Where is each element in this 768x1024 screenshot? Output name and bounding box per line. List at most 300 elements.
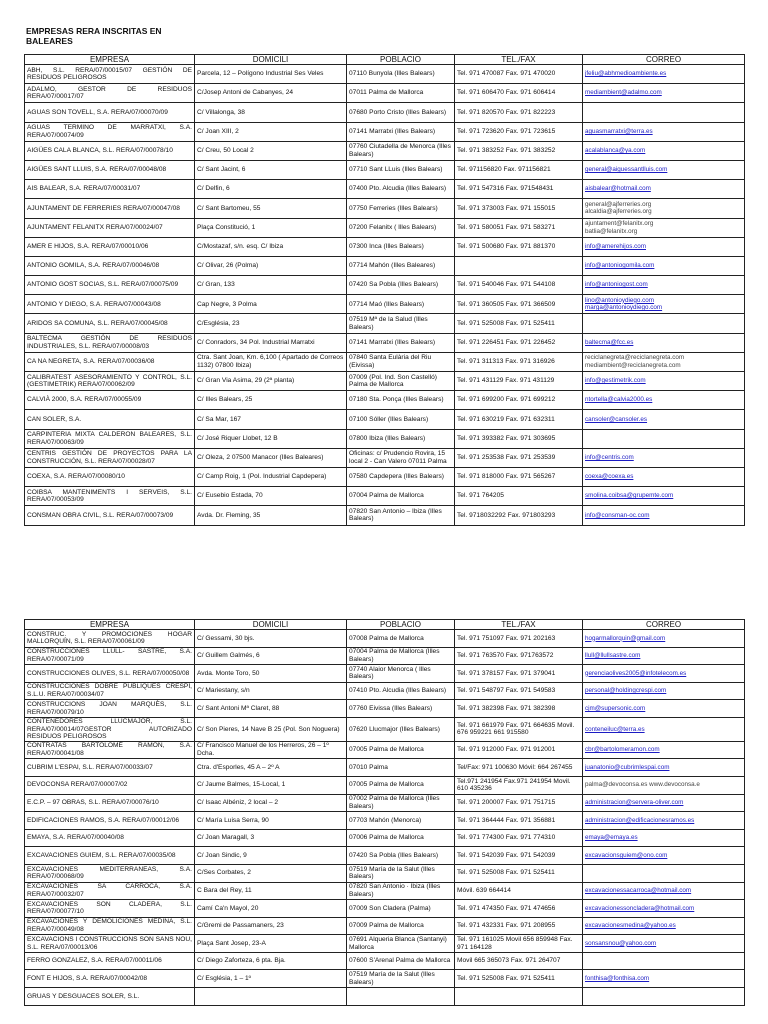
company-name-cell: CALIBRATEST ASESORAMIENTO Y CONTROL, S.L. (GESTIMETRIK) RERA/07/00062/09 — [25, 372, 195, 391]
table-row — [25, 467, 745, 486]
email-link[interactable]: baltecma@fcc.es — [585, 338, 634, 346]
address-cell: Camí Ca'n Mayol, 20 — [195, 900, 347, 918]
email-cell — [583, 776, 745, 794]
phone-fax-cell — [455, 256, 583, 275]
email-link[interactable]: hogarmallorquin@gmail.com — [585, 634, 666, 642]
table-row — [25, 829, 745, 847]
phone-fax-cell: Tel. 971 630219 Fax. 971 632311 — [455, 410, 583, 429]
phone-fax-cell: Tel. 971 474350 Fax. 971 474656 — [455, 900, 583, 918]
email-cell — [583, 506, 745, 525]
address-cell: Avda. Monte Toro, 50 — [195, 665, 347, 683]
table-row — [25, 776, 745, 794]
email-link[interactable]: acalablanca@ya.com — [585, 147, 646, 155]
phone-fax-cell: Tel. 971 226451 Fax. 971 226452 — [455, 333, 583, 352]
email-link[interactable]: cbr@bartolomeramon.com — [585, 746, 660, 754]
company-name-cell: CARPINTERIA MIXTA CALDERON BALEARES, S.L. RERA/07/00063/09 — [25, 429, 195, 448]
email-cell — [583, 122, 745, 141]
table-row — [25, 812, 745, 830]
company-name-cell: CONSTRUCCIONS JOAN MARQUÈS, S.L. RERA/07/00079/10 — [25, 700, 195, 718]
company-name-cell: CONTRATAS BARTOLOMÉ RAMON, S.A. RERA/07/00041/08 — [25, 741, 195, 759]
town-cell: 07714 Mahón (Illes Baleares) — [347, 256, 455, 275]
email-cell — [583, 160, 745, 179]
address-cell: C/ Eusebio Estada, 70 — [195, 487, 347, 506]
town-cell: 07750 Ferreries (Illes Balears) — [347, 199, 455, 218]
document-heading — [26, 26, 162, 46]
header-empresa: EMPRESA — [25, 620, 195, 630]
phone-fax-cell: Tel. 971 606470 Fax. 971 606414 — [455, 84, 583, 103]
table-row — [25, 700, 745, 718]
company-name-cell: E.C.P. – 97 OBRAS, S.L. RERA/07/00076/10 — [25, 794, 195, 812]
town-cell — [347, 988, 455, 1006]
email-link[interactable]: excavacionsguiem@ono.com — [585, 851, 668, 859]
address-cell: C/ Joan XIII, 2 — [195, 122, 347, 141]
table-row — [25, 630, 745, 648]
phone-fax-cell: Tel. 971 525008 Fax. 971 525411 — [455, 314, 583, 333]
company-name-cell: ABH, S.L. RERA/07/00015/07 GESTIÓN DE RESIDUOS PELIGROSOS — [25, 65, 195, 84]
phone-fax-cell: Tel. 971 751097 Fax. 971 202163 — [455, 630, 583, 648]
companies-table-1-body — [25, 65, 745, 526]
email-link[interactable]: excavacionessoncladera@hotmail.com — [585, 904, 695, 912]
phone-fax-cell: Tel. 971156820 Fax. 971156821 — [455, 160, 583, 179]
address-cell: C/ Oleza, 2 07500 Manacor (Illes Baleares) — [195, 448, 347, 467]
town-cell: 07400 Pto. Alcudia (Illes Balears) — [347, 180, 455, 199]
table-row — [25, 103, 745, 122]
phone-fax-cell: Tel. 9718032292 Fax. 971803293 — [455, 506, 583, 525]
phone-fax-cell: Tel. 971 383252 Fax. 971 383252 — [455, 141, 583, 160]
phone-fax-cell: Tel. 971 253538 Fax. 971 253539 — [455, 448, 583, 467]
email-link[interactable]: personal@holdingcrespi.com — [585, 687, 667, 695]
address-cell: Parcela, 12 – Polígono Industrial Ses Veles — [195, 65, 347, 84]
email-link[interactable]: info@antoniogost.com — [585, 281, 648, 289]
table-row — [25, 970, 745, 988]
town-cell: 07760 Eivissa (Illes Balears) — [347, 700, 455, 718]
email-cell — [583, 467, 745, 486]
email-link[interactable]: aguasmarratxi@terra.es — [585, 127, 653, 135]
table-row — [25, 65, 745, 84]
address-cell: C/ Sa Mar, 167 — [195, 410, 347, 429]
table-row — [25, 717, 745, 741]
email-cell — [583, 314, 745, 333]
address-cell: C/ Isaac Albéniz, 2 local – 2 — [195, 794, 347, 812]
company-name-cell: AIGÜES SANT LLUIS, S.A. RERA/07/00048/08 — [25, 160, 195, 179]
table-row — [25, 160, 745, 179]
town-cell: 07820 San Antonio – Ibiza (Illes Balears) — [347, 506, 455, 525]
email-cell — [583, 812, 745, 830]
phone-fax-cell: Tel. 971 382398 Fax. 971 382398 — [455, 700, 583, 718]
town-cell: 07008 Palma de Mallorca — [347, 630, 455, 648]
phone-fax-cell: Tel. 971 525008 Fax. 971 525411 — [455, 864, 583, 882]
email-link[interactable]: excavacionesmedina@yahoo.es — [585, 922, 676, 930]
email-link[interactable]: info@centris.com — [585, 454, 634, 462]
email-cell — [583, 391, 745, 410]
phone-fax-cell: Tel. 971 547316 Fax. 971548431 — [455, 180, 583, 199]
document-title-line-2: BALEARES — [26, 36, 73, 46]
email-cell — [583, 276, 745, 295]
table-row — [25, 900, 745, 918]
email-link: reciclanegreta@reciclanegreta.com — [585, 354, 685, 362]
company-name-cell: EXCAVACIONES Y DEMOLICIONES MEDINA, S.L. RERA/07/00049/08 — [25, 917, 195, 935]
address-cell: C/ Església, 1 – 1º — [195, 970, 347, 988]
phone-fax-cell: Tel. 971 912000 Fax. 971 912001 — [455, 741, 583, 759]
town-cell: 07620 Llucmajor (Illes Balears) — [347, 717, 455, 741]
phone-fax-cell — [455, 988, 583, 1006]
table-row — [25, 122, 745, 141]
email-link[interactable]: info@amerehijos.com — [585, 242, 646, 250]
table-row — [25, 647, 745, 665]
table-row — [25, 506, 745, 525]
town-cell: 07110 Bunyola (Illes Balears) — [347, 65, 455, 84]
town-cell: 07420 Sa Pobla (Illes Balears) — [347, 847, 455, 865]
company-name-cell: EXCAVACIONS I CONSTRUCCIONS SON SANS NOU, S.L. RERA/07/00013/06 — [25, 935, 195, 953]
companies-table-2-body — [25, 630, 745, 1006]
company-name-cell: CONTENEDORES LLUCMAJOR, S.L. RERA/07/00014/07GESTOR AUTORIZADO RESIDUOS PELIGROSOS — [25, 717, 195, 741]
address-cell: C/ Gessami, 30 bjs. — [195, 630, 347, 648]
email-cell — [583, 864, 745, 882]
header-tel-fax: TEL./FAX — [455, 55, 583, 65]
header-correo: CORREO — [583, 620, 745, 630]
address-cell: C/ Olivar, 26 (Polma) — [195, 256, 347, 275]
table-row — [25, 952, 745, 970]
company-name-cell: ANTONIO GOMILA, S.A. RERA/07/00046/08 — [25, 256, 195, 275]
company-name-cell: CONSTRUC. Y PROMOCIONES HOGAR MALLORQUÍN, S.L. RERA/07/00061/09 — [25, 630, 195, 648]
phone-fax-cell: Tel. 971 580051 Fax. 971 583271 — [455, 218, 583, 237]
phone-fax-cell: Tel. 971 360505 Fax. 971 366509 — [455, 295, 583, 314]
email-cell — [583, 829, 745, 847]
email-link[interactable]: excavacionessacarroca@hotmail.com — [585, 887, 692, 894]
address-cell: Ctra. Sant Joan, Km. 6,100 ( Apartado de Correos 1132) 07800 Ibiza) — [195, 352, 347, 371]
email-cell — [583, 372, 745, 391]
table-row — [25, 882, 745, 900]
town-cell: 07519 María de la Salut (Illes Balears) — [347, 970, 455, 988]
email-cell — [583, 935, 745, 953]
header-correo: CORREO — [583, 55, 745, 65]
email-cell — [583, 410, 745, 429]
company-name-cell: EMAYA, S.A. RERA/07/00040/08 — [25, 829, 195, 847]
email-link: general@ajferreries.org — [585, 200, 652, 208]
address-cell: C/ Diego Zaforteza, 6 pta. Bja. — [195, 952, 347, 970]
address-cell: C/ Conradors, 34 Pol. Industrial Marratxi — [195, 333, 347, 352]
town-cell: 07410 Pto. Alcudia (Illes Balears) — [347, 682, 455, 700]
email-cell — [583, 65, 745, 84]
company-name-cell: AGUAS SON TOVELL, S.A. RERA/07/00070/09 — [25, 103, 195, 122]
table-row — [25, 682, 745, 700]
phone-fax-cell: Móvil. 639 664414 — [455, 882, 583, 900]
email-link[interactable]: conteneiluc@terra.es — [585, 725, 645, 733]
company-name-cell: FERRO GONZALEZ, S.A. RERA/07/00011/06 — [25, 952, 195, 970]
email-cell — [583, 141, 745, 160]
table-row — [25, 372, 745, 391]
company-name-cell: COIBSA MANTENIMENTS I SERVEIS, S.L. RERA/07/00053/09 — [25, 487, 195, 506]
town-cell: 07004 Palma de Mallorca (Illes Balears) — [347, 647, 455, 665]
table-row — [25, 759, 745, 777]
phone-fax-cell: Tel. 971 764205 — [455, 487, 583, 506]
company-name-cell: BALTECMA GESTIÓN DE RESIDUOS INDUSTRIALES, S.L. RERA/07/00008/03 — [25, 333, 195, 352]
company-name-cell: CONSTRUCCIONES DOBRE PUBLIQUES CRESPÍ, S.L.U. RERA/07/00034/07 — [25, 682, 195, 700]
address-cell: C/Gremi de Passamaners, 23 — [195, 917, 347, 935]
table-row — [25, 741, 745, 759]
town-cell: 07519 Mª de la Salud (Illes Balears) — [347, 314, 455, 333]
email-link[interactable]: smolina.coibsa@grupemte.com — [585, 492, 674, 500]
email-link[interactable]: info@antoniogomila.com — [585, 262, 655, 270]
email-cell — [583, 882, 745, 900]
company-name-cell: CONSTRUCCIONES LLULL- SASTRE, S.A. RERA/07/00071/09 — [25, 647, 195, 665]
address-cell: C/ María Luisa Serra, 90 — [195, 812, 347, 830]
company-name-cell: ANTONIO GOST SOCIAS, S.L. RERA/07/00075/09 — [25, 276, 195, 295]
phone-fax-cell: Tel. 971 763570 Fax. 971763572 — [455, 647, 583, 665]
town-cell: 07710 Sant LLuis (Illes Balears) — [347, 160, 455, 179]
town-cell: 07009 (Pol. Ind. Son Castelló) Palma de Mallorca — [347, 372, 455, 391]
table-row — [25, 917, 745, 935]
company-name-cell: EDIFICACIONES RAMOS, S.A. RERA/07/00012/06 — [25, 812, 195, 830]
town-cell: 07009 Palma de Mallorca — [347, 917, 455, 935]
address-cell: Avda. Dr. Fleming, 35 — [195, 506, 347, 525]
town-cell: 07740 Alaior Menorca ( Illes Balears) — [347, 665, 455, 683]
email-cell — [583, 630, 745, 648]
email-link[interactable]: ntortella@calvia2000.es — [585, 396, 653, 404]
header-domicili: DOMICILI — [195, 620, 347, 630]
phone-fax-cell: Tel/Fax: 971 100630 Móvil: 664 267455 — [455, 759, 583, 777]
email-link[interactable]: administracion@servera-oliver.com — [585, 799, 684, 807]
table-row — [25, 84, 745, 103]
email-link: mediambient@reciclanegreta.com — [585, 361, 681, 369]
phone-fax-cell: Tel. 971 431129 Fax. 971 431129 — [455, 372, 583, 391]
company-name-cell: ANTONIO Y DIEGO, S.A. RERA/07/00043/08 — [25, 295, 195, 314]
town-cell: 07820 San Antonio · Ibiza (Illes Balears) — [347, 882, 455, 900]
email-link[interactable]: cansoler@cansoler.es — [585, 415, 648, 423]
company-name-cell: AGUAS TERMINO DE MARRATXI, S.A. RERA/07/00074/09 — [25, 122, 195, 141]
company-name-cell: AJUNTAMENT FELANITX RERA/07/00024/07 — [25, 218, 195, 237]
email-link[interactable]: aisbalear@hotmail.com — [585, 185, 651, 193]
company-name-cell: AIGÜES CALA BLANCA, S.L. RERA/07/00078/10 — [25, 141, 195, 160]
phone-fax-cell: Tel. 971 723620 Fax. 971 723615 — [455, 122, 583, 141]
town-cell: 07703 Mahón (Menorca) — [347, 812, 455, 830]
phone-fax-cell: Tel. 971 373003 Fax. 971 155015 — [455, 199, 583, 218]
address-cell: C/ Guillem Galmés, 6 — [195, 647, 347, 665]
email-link[interactable]: marga@antonioydiego.com — [585, 304, 663, 312]
table-row — [25, 864, 745, 882]
header-tel-fax: TEL./FAX — [455, 620, 583, 630]
phone-fax-cell: Tel. 971 364444 Fax. 971 356881 — [455, 812, 583, 830]
phone-fax-cell: Tel. 971 699200 Fax. 971 699212 — [455, 391, 583, 410]
address-cell: C/ José Riquer Llobet, 12 B — [195, 429, 347, 448]
phone-fax-cell: Tel. 971 500680 Fax. 971 881370 — [455, 237, 583, 256]
email-link[interactable]: gerenciaolives2005@infotelecom.es — [585, 669, 687, 677]
table-row — [25, 295, 745, 314]
email-cell — [583, 917, 745, 935]
phone-fax-cell: Tel. 971 548797 Fax. 971 549583 — [455, 682, 583, 700]
email-cell — [583, 352, 745, 371]
address-cell: C/Ses Corbates, 2 — [195, 864, 347, 882]
email-link[interactable]: coexa@coexa.es — [585, 473, 634, 481]
company-name-cell: CALVIÀ 2000, S.A. RERA/07/00055/09 — [25, 391, 195, 410]
email-cell — [583, 218, 745, 237]
email-cell — [583, 847, 745, 865]
email-cell — [583, 237, 745, 256]
phone-fax-cell: Movil 665 365073 Fax. 971 264707 — [455, 952, 583, 970]
header-empresa: EMPRESA — [25, 55, 195, 65]
email-link[interactable]: info@consman-oc.com — [585, 511, 650, 519]
company-name-cell: GRUAS Y DESGUACES SOLER, S.L. — [25, 988, 195, 1006]
table-row — [25, 847, 745, 865]
phone-fax-cell: Tel. 971 540046 Fax. 971 544108 — [455, 276, 583, 295]
town-cell: 07141 Marratxi (Illes Balears) — [347, 122, 455, 141]
company-name-cell: CA NA NEGRETA, S.A. RERA/07/00036/08 — [25, 352, 195, 371]
email-cell — [583, 103, 745, 122]
address-cell: C/Mostazaf, s/n. esq. C/ Ibiza — [195, 237, 347, 256]
email-link[interactable]: info@gestimetrik.com — [585, 377, 646, 385]
email-cell — [583, 988, 745, 1006]
town-cell: 07100 Sóller (Illes Balears) — [347, 410, 455, 429]
phone-fax-cell: Tel. 971 818000 Fax. 971 565267 — [455, 467, 583, 486]
table-row — [25, 665, 745, 683]
company-name-cell: EXCAVACIONES GUIEM, S.L. RERA/07/00035/08 — [25, 847, 195, 865]
address-cell: Plaça Sant Josep, 23-A — [195, 935, 347, 953]
table-row — [25, 352, 745, 371]
document-title-line-1: EMPRESAS RERA INSCRITAS EN — [26, 26, 162, 36]
town-cell: 07009 Son Cladera (Palma) — [347, 900, 455, 918]
phone-fax-cell: Tel. 971 470087 Fax. 971 470020 — [455, 65, 583, 84]
town-cell: 07180 Sta. Ponça (Illes Balears) — [347, 391, 455, 410]
address-cell — [195, 988, 347, 1006]
address-cell: C/ Sant Antoni Mª Claret, 88 — [195, 700, 347, 718]
email-link[interactable]: general@aiguessantlluis.com — [585, 166, 668, 174]
phone-fax-cell: Tel. 971 774300 Fax. 971 774310 — [455, 829, 583, 847]
phone-fax-cell: Tel.971 241954 Fax.971 241954 Movil. 610 435236 — [455, 776, 583, 794]
table-row — [25, 410, 745, 429]
town-cell: 07691 Alqueria Blanca (Santanyi) Mallorca — [347, 935, 455, 953]
company-name-cell: CAN SOLER, S.A. — [25, 410, 195, 429]
email-cell — [583, 665, 745, 683]
email-cell — [583, 647, 745, 665]
email-cell — [583, 900, 745, 918]
company-name-cell: CENTRIS GESTIÓN DE PROYECTOS PARA LA CONSTRUCCIÓN, S.L. RERA/07/00028/07 — [25, 448, 195, 467]
table-row — [25, 180, 745, 199]
email-cell — [583, 333, 745, 352]
address-cell: C Bara del Rey, 11 — [195, 882, 347, 900]
email-link[interactable]: administracion@edificacionesramos.es — [585, 816, 695, 824]
town-cell: 07005 Palma de Mallorca — [347, 776, 455, 794]
email-link[interactable]: emaya@emaya.es — [585, 834, 638, 842]
company-name-cell: DEVOCONSA RERA/07/00007/02 — [25, 776, 195, 794]
phone-fax-cell: Tel. 971 200007 Fax. 971 751715 — [455, 794, 583, 812]
town-cell: 07141 Marratxi (Illes Balears) — [347, 333, 455, 352]
address-cell: C/ Son Pieres, 14 Nave B 25 (Pol. Son Noguera) — [195, 717, 347, 741]
email-link: palma@devoconsa.es www.devoconsa.e — [585, 781, 700, 789]
table-row — [25, 199, 745, 218]
header-poblacio: POBLACIO — [347, 55, 455, 65]
company-name-cell: CONSTRUCCIONES OLIVES, S.L. RERA/07/00050/08 — [25, 665, 195, 683]
phone-fax-cell: Tel. 971 311313 Fax. 971 316926 — [455, 352, 583, 371]
address-cell: C/ Joan Maragall, 3 — [195, 829, 347, 847]
address-cell: C/ Joan Sindic, 9 — [195, 847, 347, 865]
table-row — [25, 314, 745, 333]
address-cell: C/ Delfin, 6 — [195, 180, 347, 199]
table-header-row — [25, 55, 745, 65]
email-cell — [583, 759, 745, 777]
email-cell — [583, 700, 745, 718]
table-row — [25, 935, 745, 953]
email-link[interactable]: jfeliu@abhmedioambiente.es — [585, 70, 667, 78]
email-cell — [583, 256, 745, 275]
town-cell: 07011 Palma de Mallorca — [347, 84, 455, 103]
town-cell: 07005 Palma de Mallorca — [347, 741, 455, 759]
table-row — [25, 429, 745, 448]
town-cell: 07300 Inca (Illes Balears) — [347, 237, 455, 256]
phone-fax-cell: Tel. 971 525008 Fax. 971 525411 — [455, 970, 583, 988]
company-name-cell: AJUNTAMENT DE FERRERIES RERA/07/00047/08 — [25, 199, 195, 218]
town-cell: 07200 Felanitx ( Illes Balears) — [347, 218, 455, 237]
email-link[interactable]: llull@llullsastre.com — [585, 652, 641, 660]
email-link[interactable]: fonthisa@fonthisa.com — [585, 974, 650, 982]
address-cell: C/ Villalonga, 38 — [195, 103, 347, 122]
address-cell: C/ Gran Via Asima, 29 (2ª planta) — [195, 372, 347, 391]
email-cell — [583, 295, 745, 314]
table-row — [25, 448, 745, 467]
email-link[interactable]: juanatonio@cubrimlespai.com — [585, 763, 670, 771]
phone-fax-cell: Tel. 971 161025 Movil 656 859948 Fax. 971 164128 — [455, 935, 583, 953]
table-row — [25, 256, 745, 275]
address-cell: C/ Jaume Balmes, 15-Local, 1 — [195, 776, 347, 794]
email-cell — [583, 84, 745, 103]
email-cell — [583, 717, 745, 741]
companies-table-1 — [24, 54, 745, 526]
table-row — [25, 333, 745, 352]
company-name-cell: FONT E HIJOS, S.A. RERA/07/00042/08 — [25, 970, 195, 988]
table-row — [25, 237, 745, 256]
address-cell: Cap Negre, 3 Polma — [195, 295, 347, 314]
header-poblacio: POBLACIO — [347, 620, 455, 630]
company-name-cell: ARIDOS SA COMUNA, S.L. RERA/07/00045/08 — [25, 314, 195, 333]
companies-table-2 — [24, 619, 745, 1006]
address-cell: C/ Mariestany, s/n — [195, 682, 347, 700]
town-cell: 07714 Maó (Illes Balears) — [347, 295, 455, 314]
company-name-cell: CUBRIM L'ESPAI, S.L. RERA/07/00033/07 — [25, 759, 195, 777]
town-cell: 07002 Palma de Mallorca (Illes Balears) — [347, 794, 455, 812]
company-name-cell: EXCAVACIONES MEDITERRANEAS, S.A. RERA/07/00068/09 — [25, 864, 195, 882]
town-cell: 07760 Ciutadella de Menorca (Illes Balears) — [347, 141, 455, 160]
table-row — [25, 487, 745, 506]
email-cell — [583, 794, 745, 812]
phone-fax-cell: Tel. 971 820570 Fax. 971 822223 — [455, 103, 583, 122]
phone-fax-cell: Tel. 971 661979 Fax. 971 664635 Movil. 676 959221 661 915580 — [455, 717, 583, 741]
email-cell — [583, 487, 745, 506]
email-link[interactable]: lino@antonioydiego.com — [585, 296, 655, 304]
table-row — [25, 276, 745, 295]
address-cell: Plaça Constitució, 1 — [195, 218, 347, 237]
email-cell — [583, 952, 745, 970]
town-cell: 07600 S'Arenal Palma de Mallorca — [347, 952, 455, 970]
address-cell: C/ Sant Jacint, 6 — [195, 160, 347, 179]
email-link[interactable]: mediambient@adalmo.com — [585, 89, 662, 97]
address-cell: C/Josep Antoni de Cabanyes, 24 — [195, 84, 347, 103]
address-cell: C/ Gran, 133 — [195, 276, 347, 295]
email-cell — [583, 741, 745, 759]
email-cell — [583, 429, 745, 448]
email-link[interactable]: sonsansnou@yahoo.com — [585, 939, 657, 947]
town-cell: 07800 Ibiza (Illes Balears) — [347, 429, 455, 448]
town-cell: 07010 Palma — [347, 759, 455, 777]
town-cell: 07004 Palma de Mallorca — [347, 487, 455, 506]
phone-fax-cell: Tel. 971 378157 Fax. 971 379041 — [455, 665, 583, 683]
table-row — [25, 218, 745, 237]
phone-fax-cell: Tel. 971 542039 Fax. 971 542039 — [455, 847, 583, 865]
address-cell: Ctra. d'Esporles, 45 A – 2º A — [195, 759, 347, 777]
email-cell — [583, 180, 745, 199]
town-cell: 07840 Santa Eulària del Riu (Eivissa) — [347, 352, 455, 371]
email-link[interactable]: cjm@supersonic.com — [585, 704, 646, 712]
company-name-cell: AMER E HIJOS, S.A. RERA/07/00010/06 — [25, 237, 195, 256]
table-row — [25, 391, 745, 410]
